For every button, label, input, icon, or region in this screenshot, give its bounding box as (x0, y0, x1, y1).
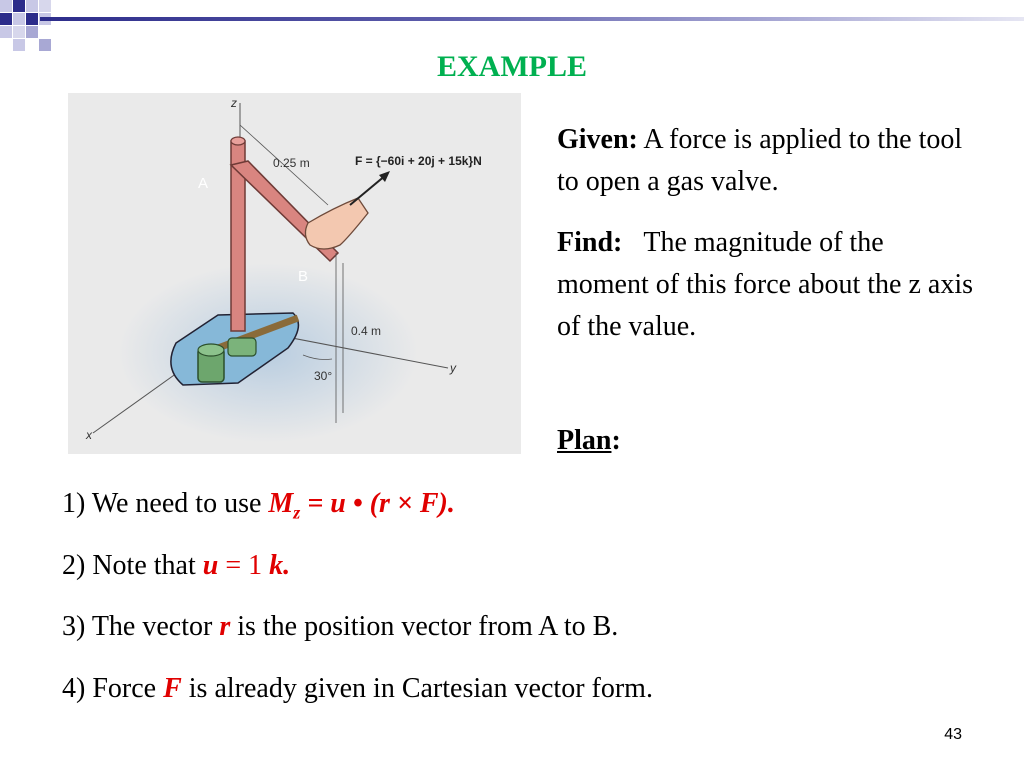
point-b-label: B (298, 268, 309, 285)
plan-heading: Plan: (557, 425, 621, 456)
step-3: 3) The vector r is the position vector from A to B. (62, 611, 619, 642)
y-axis-label: y (450, 361, 456, 375)
dimension-04: 0.4 m (351, 324, 382, 338)
page-title: EXAMPLE (437, 50, 587, 83)
given-heading: Given: (557, 124, 638, 155)
header-rule (40, 17, 1024, 21)
x-axis-label: x (86, 428, 92, 442)
given-block (557, 119, 977, 203)
find-heading: Find: (557, 227, 623, 258)
angle-label: 30° (314, 369, 333, 383)
point-a-label: A (198, 175, 209, 192)
valve-illustration (68, 93, 521, 454)
find-text: The magnitude of the moment of this force about the z axis of the value. (557, 227, 973, 342)
z-axis-label: z (231, 96, 237, 110)
given-text: A force is applied to the tool to open a gas valve. (557, 124, 963, 197)
force-label: F = {−60i + 20j + 15k}N (355, 154, 482, 168)
find-block (557, 222, 977, 348)
dimension-025: 0.25 m (273, 156, 310, 170)
slide-number: 43 (944, 726, 962, 743)
step-2: 2) Note that u = 1 k. (62, 550, 291, 581)
step-1: 1) We need to use $M_z = u$ • (r × F). (62, 488, 455, 523)
step-4: 4) Force F is already given in Cartesian vector form. (62, 673, 653, 704)
